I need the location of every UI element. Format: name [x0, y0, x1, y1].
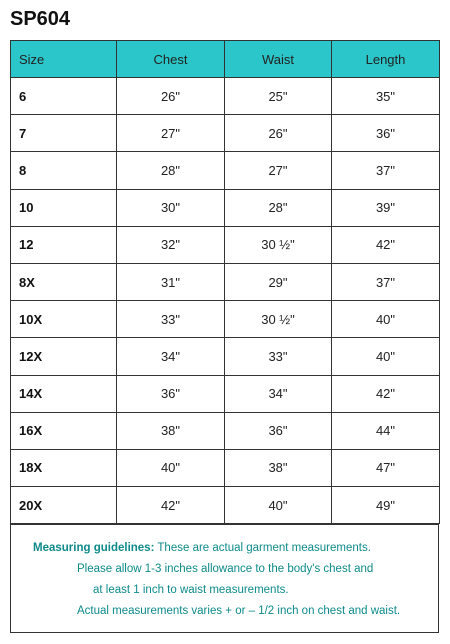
waist-cell: 38" [225, 449, 332, 486]
size-cell: 12X [11, 338, 117, 375]
table-row [11, 412, 440, 449]
table-row [11, 189, 440, 226]
chest-cell: 40" [117, 449, 225, 486]
chest-cell: 42" [117, 487, 225, 524]
waist-cell: 36" [225, 412, 332, 449]
waist-cell: 40" [225, 487, 332, 524]
chest-cell: 30" [117, 189, 225, 226]
length-cell: 37" [332, 263, 440, 300]
table-row [11, 375, 440, 412]
table-row [11, 78, 440, 115]
length-cell: 39" [332, 189, 440, 226]
length-cell: 42" [332, 375, 440, 412]
table-row [11, 152, 440, 189]
size-cell: 7 [11, 115, 117, 152]
size-cell: 8 [11, 152, 117, 189]
column-header-chest: Chest [117, 41, 225, 78]
table-header-row [11, 41, 440, 78]
chest-cell: 31" [117, 263, 225, 300]
waist-cell: 30 ½" [225, 301, 332, 338]
table-row [11, 115, 440, 152]
chest-cell: 34" [117, 338, 225, 375]
length-cell: 40" [332, 338, 440, 375]
size-cell: 8X [11, 263, 117, 300]
length-cell: 47" [332, 449, 440, 486]
table-row [11, 263, 440, 300]
chest-cell: 32" [117, 226, 225, 263]
size-cell: 14X [11, 375, 117, 412]
waist-cell: 27" [225, 152, 332, 189]
column-header-waist: Waist [225, 41, 332, 78]
table-row [11, 301, 440, 338]
chest-cell: 26" [117, 78, 225, 115]
size-chart-table [10, 40, 440, 524]
guideline-text-1: These are actual garment measurements. [154, 542, 371, 554]
guideline-line-4: Actual measurements varies + or – 1/2 inch on chest and waist. [77, 605, 401, 617]
column-header-length: Length [332, 41, 440, 78]
table-row [11, 338, 440, 375]
waist-cell: 26" [225, 115, 332, 152]
size-cell: 6 [11, 78, 117, 115]
chest-cell: 36" [117, 375, 225, 412]
waist-cell: 33" [225, 338, 332, 375]
chest-cell: 27" [117, 115, 225, 152]
size-cell: 10 [11, 189, 117, 226]
length-cell: 44" [332, 412, 440, 449]
waist-cell: 30 ½" [225, 226, 332, 263]
guideline-line-3: at least 1 inch to waist measurements. [93, 584, 289, 596]
waist-cell: 34" [225, 375, 332, 412]
guideline-line-2: Please allow 1-3 inches allowance to the body's chest and [77, 563, 374, 575]
size-cell: 20X [11, 487, 117, 524]
table-row [11, 226, 440, 263]
size-cell: 10X [11, 301, 117, 338]
waist-cell: 29" [225, 263, 332, 300]
length-cell: 36" [332, 115, 440, 152]
length-cell: 40" [332, 301, 440, 338]
length-cell: 49" [332, 487, 440, 524]
column-header-size: Size [11, 41, 117, 78]
length-cell: 37" [332, 152, 440, 189]
size-cell: 12 [11, 226, 117, 263]
guideline-label: Measuring guidelines: [33, 542, 155, 554]
page-title: SP604 [10, 8, 71, 30]
chest-cell: 28" [117, 152, 225, 189]
guideline-line-1 [33, 542, 371, 554]
length-cell: 42" [332, 226, 440, 263]
measuring-guidelines [10, 524, 439, 633]
table-row [11, 449, 440, 486]
chest-cell: 33" [117, 301, 225, 338]
chest-cell: 38" [117, 412, 225, 449]
waist-cell: 25" [225, 78, 332, 115]
size-cell: 16X [11, 412, 117, 449]
waist-cell: 28" [225, 189, 332, 226]
size-cell: 18X [11, 449, 117, 486]
table-row [11, 487, 440, 524]
length-cell: 35" [332, 78, 440, 115]
